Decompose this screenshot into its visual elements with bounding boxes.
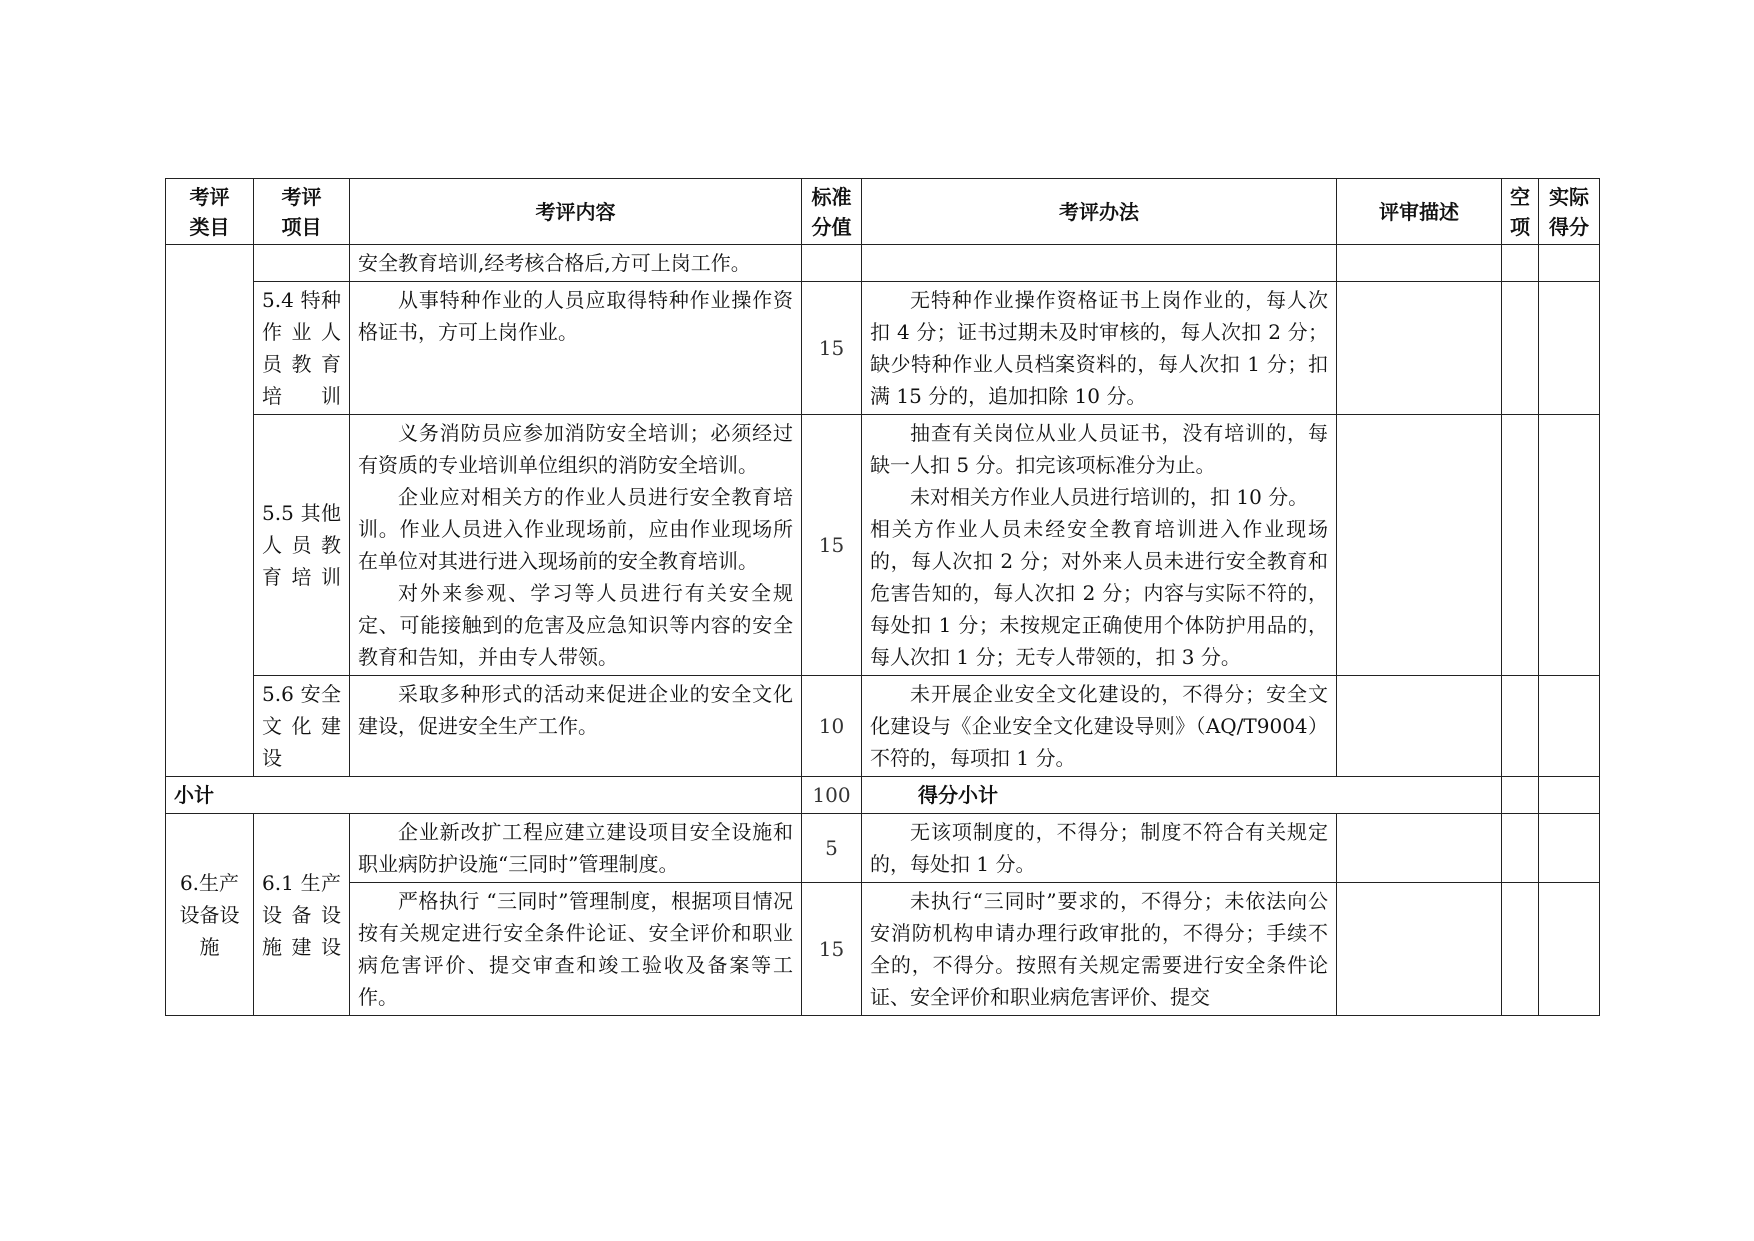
score-cell-empty [802, 245, 862, 282]
actual-score-cell[interactable] [1539, 883, 1600, 1016]
actual-score-cell[interactable] [1539, 415, 1600, 676]
table-row [166, 883, 1600, 1016]
header-project: 考评 项目 [254, 179, 350, 245]
empty-item-cell[interactable] [1502, 415, 1539, 676]
table-row [166, 814, 1600, 883]
empty-item-cell[interactable] [1502, 676, 1539, 777]
standard-score-cell: 5 [802, 814, 862, 883]
empty-item-cell[interactable] [1502, 777, 1539, 814]
category-cell: 6.生产设备设施 [166, 814, 254, 1016]
actual-score-cell[interactable] [1539, 245, 1600, 282]
content-cell: 采取多种形式的活动来促进企业的安全文化建设，促进安全生产工作。 [350, 676, 802, 777]
header-standard-score: 标准 分值 [802, 179, 862, 245]
project-cell-empty [254, 245, 350, 282]
method-cell: 抽查有关岗位从业人员证书，没有培训的，每缺一人扣 5 分。扣完该项标准分为止。 未对相关方作业人员进行培训的，扣 10 分。 相关方作业人员未经安全教育培训进入作业现场的，每人次扣 2 分；对外来人员未进行安全教育和危害告知的，每人次扣 2 分；内容与实际不符的，每处扣 1 分；未按规定正确使用个体防护用品的，每人次扣 1 分；无专人带领的，扣 3 分。 [862, 415, 1337, 676]
standard-score-cell: 10 [802, 676, 862, 777]
project-cell: 6.1 生产设备设施建设 [254, 814, 350, 1016]
actual-score-cell[interactable] [1539, 814, 1600, 883]
empty-item-cell[interactable] [1502, 245, 1539, 282]
method-cell-empty [862, 245, 1337, 282]
method-cell: 无特种作业操作资格证书上岗作业的，每人次扣 4 分；证书过期未及时审核的，每人次扣 2 分；缺少特种作业人员档案资料的，每人次扣 1 分；扣满 15 分的，追加扣除 10 分。 [862, 282, 1337, 415]
standard-score-cell: 15 [802, 415, 862, 676]
description-cell[interactable] [1337, 814, 1502, 883]
category-cell-empty [166, 245, 254, 777]
method-cell: 未开展企业安全文化建设的，不得分；安全文化建设与《企业安全文化建设导则》（AQ/T9004）不符的，每项扣 1 分。 [862, 676, 1337, 777]
description-cell[interactable] [1337, 676, 1502, 777]
standard-score-cell: 15 [802, 883, 862, 1016]
header-actual-score: 实际 得分 [1539, 179, 1600, 245]
description-cell[interactable] [1337, 883, 1502, 1016]
score-subtotal-label: 得分小计 [862, 777, 1502, 814]
subtotal-score: 100 [802, 777, 862, 814]
content-cell: 义务消防员应参加消防安全培训；必须经过有资质的专业培训单位组织的消防安全培训。 企业应对相关方的作业人员进行安全教育培训。作业人员进入作业现场前，应由作业现场所在单位对其进行进入现场前的安全教育培训。 对外来参观、学习等人员进行有关安全规定、可能接触到的危害及应急知识等内容的安全教育和告知，并由专人带领。 [350, 415, 802, 676]
table-row [166, 676, 1600, 777]
content-cell: 从事特种作业的人员应取得特种作业操作资格证书，方可上岗作业。 [350, 282, 802, 415]
evaluation-table [165, 178, 1600, 1016]
description-cell[interactable] [1337, 245, 1502, 282]
project-cell: 5.4 特种作业人员教育培训 [254, 282, 350, 415]
content-cell: 安全教育培训,经考核合格后,方可上岗工作。 [350, 245, 802, 282]
actual-score-cell[interactable] [1539, 282, 1600, 415]
header-empty-item: 空 项 [1502, 179, 1539, 245]
header-row [166, 179, 1600, 245]
method-cell: 未执行“三同时”要求的，不得分；未依法向公安消防机构申请办理行政审批的，不得分；手续不全的，不得分。按照有关规定需要进行安全条件论证、安全评价和职业病危害评价、提交 [862, 883, 1337, 1016]
header-description: 评审描述 [1337, 179, 1502, 245]
empty-item-cell[interactable] [1502, 282, 1539, 415]
header-category: 考评 类目 [166, 179, 254, 245]
project-cell: 5.6 安全文化建设 [254, 676, 350, 777]
method-cell: 无该项制度的，不得分；制度不符合有关规定的，每处扣 1 分。 [862, 814, 1337, 883]
project-cell: 5.5 其他人员教育培训 [254, 415, 350, 676]
empty-item-cell[interactable] [1502, 883, 1539, 1016]
description-cell[interactable] [1337, 282, 1502, 415]
subtotal-row [166, 777, 1600, 814]
table-row [166, 245, 1600, 282]
content-cell: 企业新改扩工程应建立建设项目安全设施和职业病防护设施“三同时”管理制度。 [350, 814, 802, 883]
subtotal-label: 小计 [166, 777, 802, 814]
description-cell[interactable] [1337, 415, 1502, 676]
header-content: 考评内容 [350, 179, 802, 245]
content-cell: 严格执行 “三同时”管理制度，根据项目情况按有关规定进行安全条件论证、安全评价和职业病危害评价、提交审查和竣工验收及备案等工作。 [350, 883, 802, 1016]
empty-item-cell[interactable] [1502, 814, 1539, 883]
header-method: 考评办法 [862, 179, 1337, 245]
actual-score-cell[interactable] [1539, 676, 1600, 777]
table-row [166, 282, 1600, 415]
standard-score-cell: 15 [802, 282, 862, 415]
actual-score-cell[interactable] [1539, 777, 1600, 814]
table-row [166, 415, 1600, 676]
